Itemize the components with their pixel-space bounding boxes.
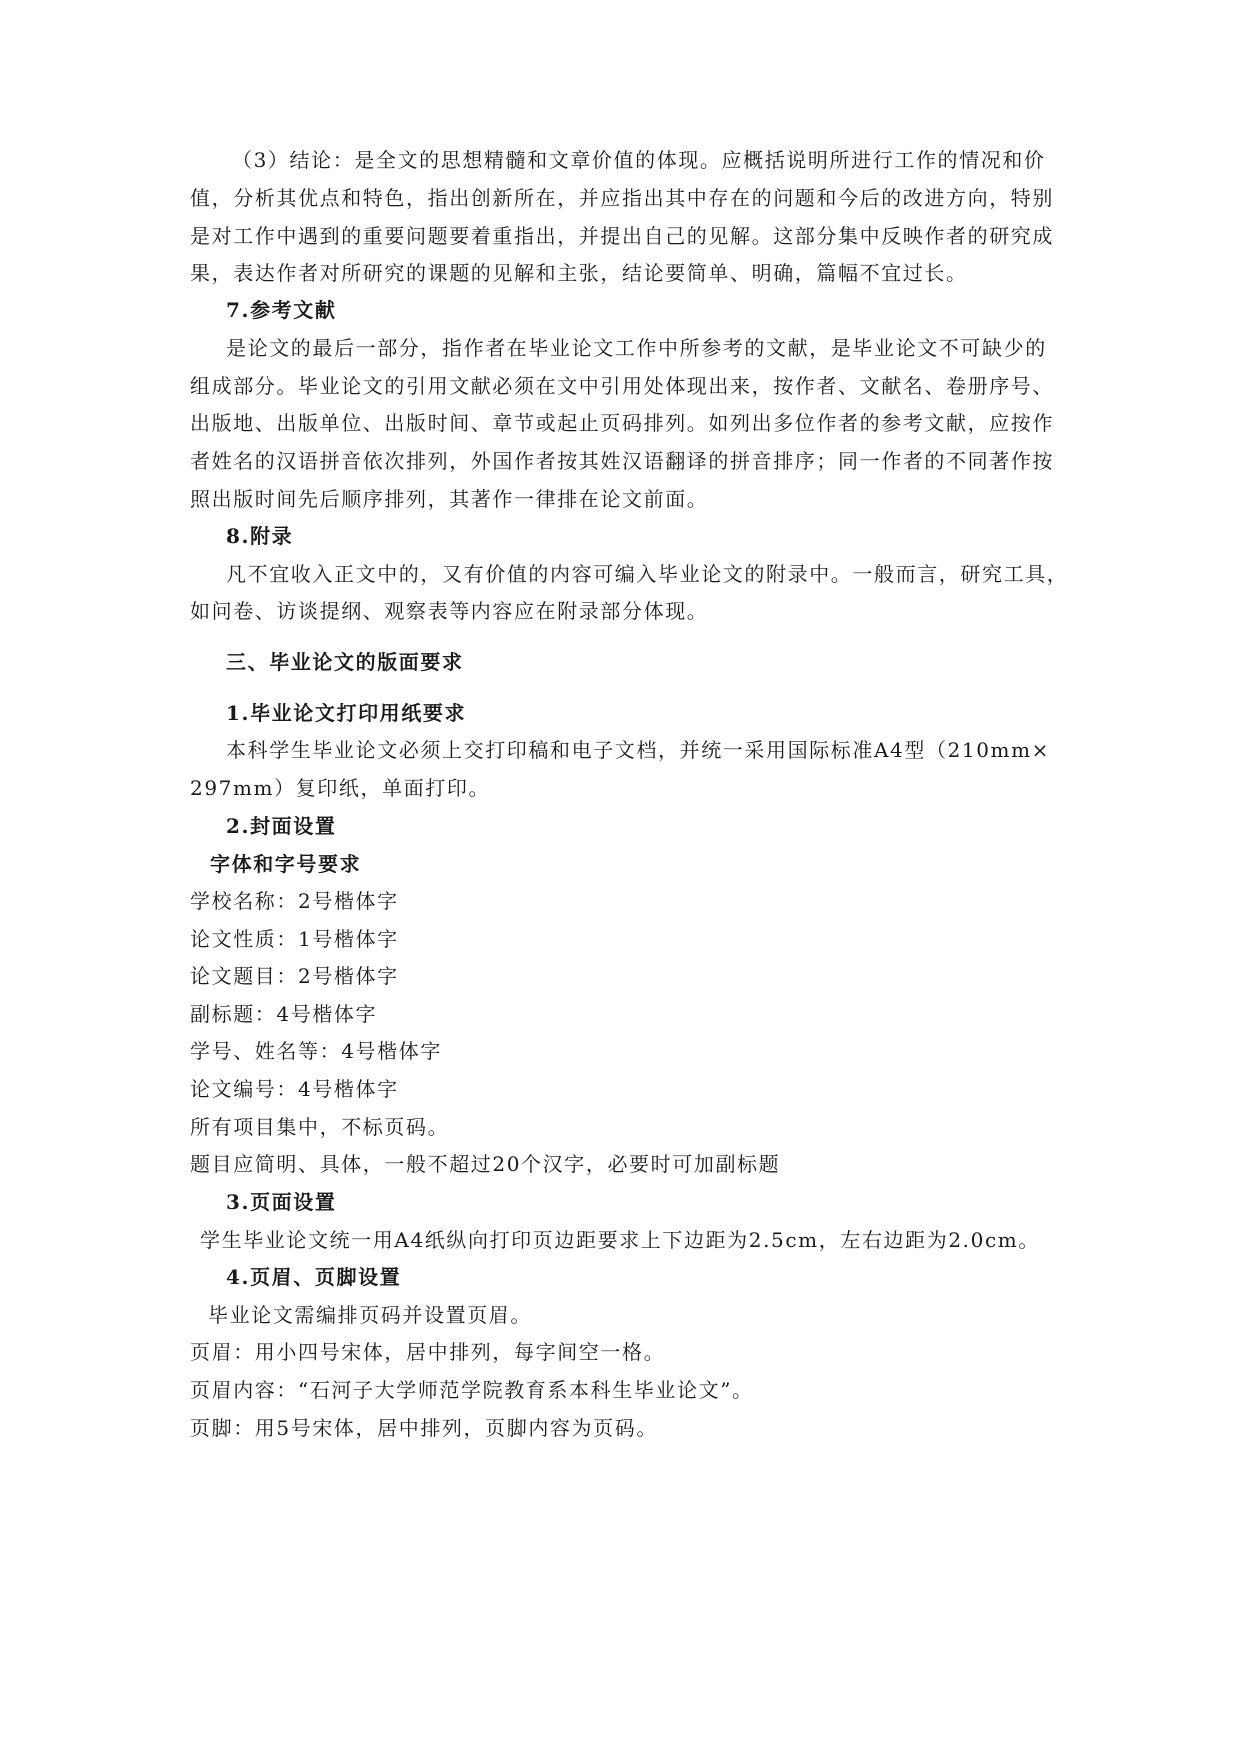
paragraph-line: 页眉：用小四号宋体，居中排列，每字间空一格。 — [190, 1340, 666, 1364]
paragraph-line: 如问卷、访谈提纲、观察表等内容应在附录部分体现。 — [190, 599, 709, 623]
paragraph-line: 者姓名的汉语拼音依次排列，外国作者按其姓汉语翻译的拼音排序；同一作者的不同著作按 — [190, 449, 1054, 473]
subsection-heading-header-footer: 4.页眉、页脚设置 — [226, 1265, 402, 1289]
subsection-heading-paper: 1.毕业论文打印用纸要求 — [226, 701, 467, 725]
list-item: 副标题：4号楷体字 — [190, 1002, 378, 1026]
section-heading-references: 7.参考文献 — [226, 298, 337, 322]
list-item: 学校名称：2号楷体字 — [190, 889, 399, 913]
paragraph-line: 页脚：用5号宋体，居中排列，页脚内容为页码。 — [190, 1416, 658, 1440]
paragraph-line: 果，表达作者对所研究的课题的见解和主张，结论要简单、明确，篇幅不宜过长。 — [190, 261, 968, 285]
paragraph-line: 值，分析其优点和特色，指出创新所在，并应指出其中存在的问题和今后的改进方向，特别 — [190, 186, 1054, 210]
paragraph-line: （3）结论：是全文的思想精髓和文章价值的体现。应概括说明所进行工作的情况和价 — [232, 148, 1046, 172]
paragraph-line: 是论文的最后一部分，指作者在毕业论文工作中所参考的文献，是毕业论文不可缺少的 — [226, 336, 1047, 360]
list-item: 所有项目集中，不标页码。 — [190, 1115, 450, 1139]
list-item: 论文编号：4号楷体字 — [190, 1077, 399, 1101]
paragraph-line: 学生毕业论文统一用A4纸纵向打印页边距要求上下边距为2.5cm，左右边距为2.0cm。 — [200, 1228, 1040, 1252]
paragraph-line: 照出版时间先后顺序排列，其著作一律排在论文前面。 — [190, 487, 709, 511]
paragraph-line: 297mm）复印纸，单面打印。 — [190, 776, 491, 800]
paragraph-line: 组成部分。毕业论文的引用文献必须在文中引用处体现出来，按作者、文献名、卷册序号、 — [190, 374, 1054, 398]
list-item: 学号、姓名等：4号楷体字 — [190, 1039, 442, 1063]
section-title: 三、毕业论文的版面要求 — [226, 650, 464, 674]
paragraph-line: 出版地、出版单位、出版时间、章节或起止页码排列。如列出多位作者的参考文献，应按作 — [190, 411, 1054, 435]
list-item: 论文题目：2号楷体字 — [190, 964, 399, 988]
paragraph-line: 本科学生毕业论文必须上交打印稿和电子文档，并统一采用国际标准A4型（210mm× — [226, 738, 1051, 762]
cover-subheading: 字体和字号要求 — [210, 852, 362, 876]
subsection-heading-cover: 2.封面设置 — [226, 814, 337, 838]
paragraph-line: 凡不宜收入正文中的，又有价值的内容可编入毕业论文的附录中。一般而言，研究工具， — [226, 562, 1069, 586]
paragraph-line: 是对工作中遇到的重要问题要着重指出，并提出自己的见解。这部分集中反映作者的研究成 — [190, 224, 1054, 248]
subsection-heading-page-setup: 3.页面设置 — [226, 1190, 337, 1214]
section-heading-appendix: 8.附录 — [226, 524, 294, 548]
list-item: 题目应简明、具体，一般不超过20个汉字，必要时可加副标题 — [190, 1152, 781, 1176]
paragraph-line: 毕业论文需编排页码并设置页眉。 — [208, 1303, 532, 1327]
list-item: 论文性质：1号楷体字 — [190, 927, 399, 951]
paragraph-line: 页眉内容：“石河子大学师范学院教育系本科生毕业论文”。 — [190, 1378, 754, 1402]
